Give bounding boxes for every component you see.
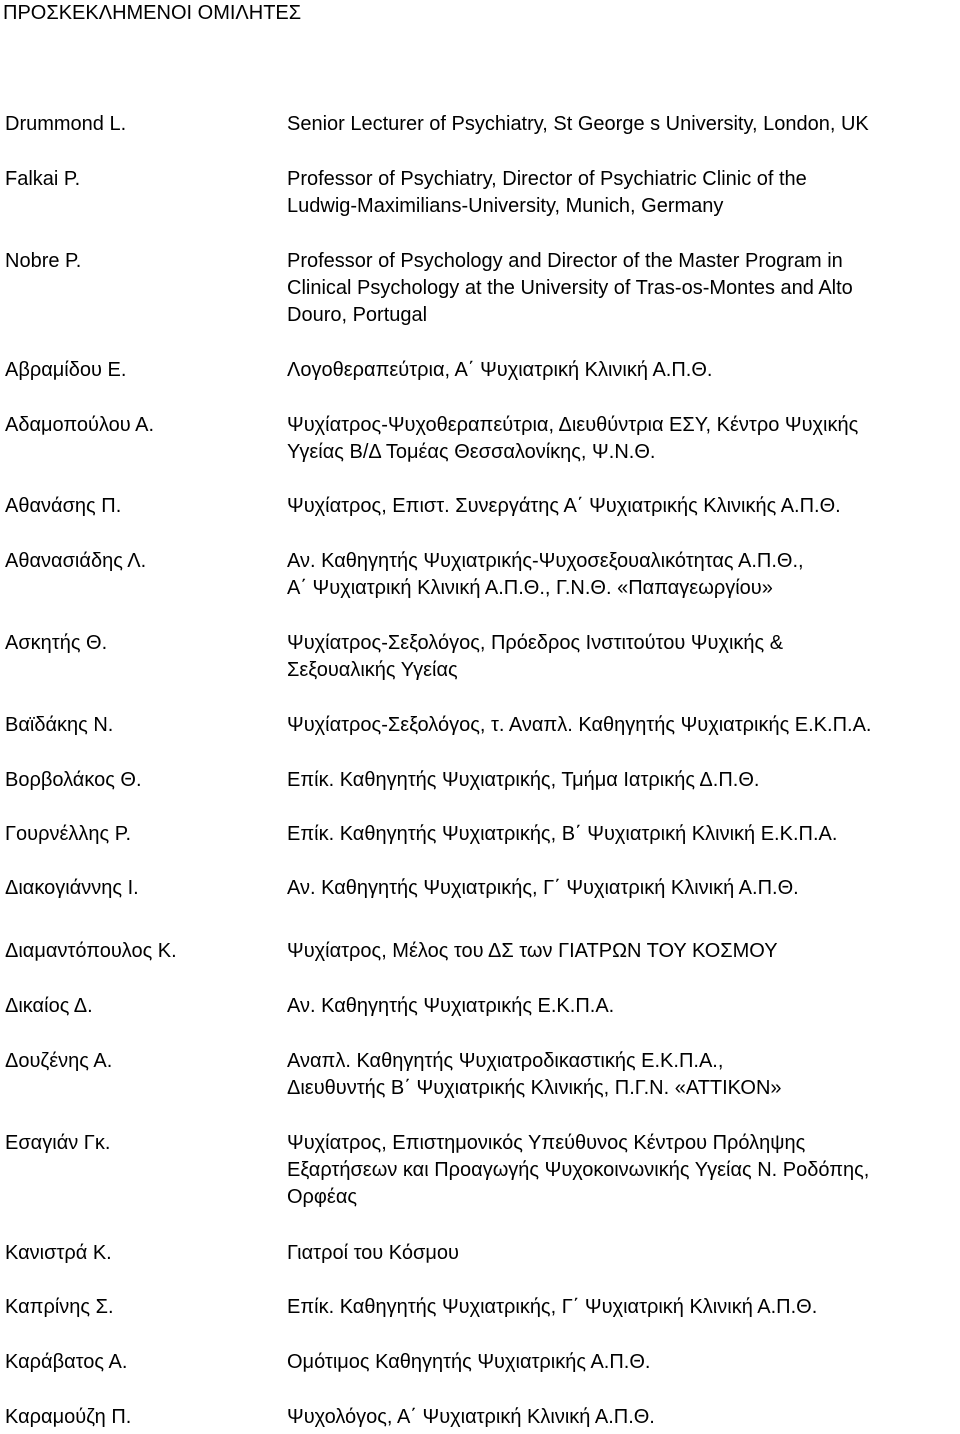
speaker-name: Γουρνέλλης Ρ. <box>5 823 132 845</box>
speaker-affiliation <box>287 166 957 220</box>
page-title: ΠΡΟΣΚΕΚΛΗΜΕΝΟΙ ΟΜΙΛΗΤΕΣ <box>3 2 302 24</box>
speaker-name: Nobre P. <box>5 250 82 272</box>
affiliation-line: Senior Lecturer of Psychiatry, St George s University, London, UK <box>287 113 869 135</box>
affiliation-line: Επίκ. Καθηγητής Ψυχιατρικής, Τμήμα Ιατρικής Δ.Π.Θ. <box>287 769 760 791</box>
speaker-name: Αδαμοπούλου Α. <box>5 414 155 436</box>
speaker-affiliation <box>287 938 957 965</box>
speaker-name: Εσαγιάν Γκ. <box>5 1132 111 1154</box>
speaker-name: Drummond L. <box>5 113 127 135</box>
speaker-name: Falkai P. <box>5 168 81 190</box>
affiliation-line: Γιατροί του Κόσμου <box>287 1242 459 1264</box>
speaker-affiliation <box>287 1130 957 1211</box>
speaker-affiliation <box>287 821 957 848</box>
speaker-name: Διαμαντόπουλος Κ. <box>5 940 177 962</box>
speaker-affiliation <box>287 1404 957 1431</box>
speaker-affiliation <box>287 548 957 602</box>
speaker-name: Αθανάσης Π. <box>5 495 122 517</box>
affiliation-line: Ψυχολόγος, Α΄ Ψυχιατρική Κλινική Α.Π.Θ. <box>287 1406 655 1428</box>
affiliation-line: Ψυχίατρος, Επιστημονικός Υπεύθυνος Κέντρου Πρόληψης <box>287 1132 806 1154</box>
speaker-affiliation <box>287 493 957 520</box>
speaker-name: Ασκητής Θ. <box>5 632 108 654</box>
affiliation-line: Αναπλ. Καθηγητής Ψυχιατροδικαστικής Ε.Κ.Π.Α., <box>287 1050 724 1072</box>
speaker-affiliation <box>287 248 957 329</box>
speaker-affiliation <box>287 1048 957 1102</box>
speaker-name: Αθανασιάδης Λ. <box>5 550 147 572</box>
affiliation-line: Ψυχίατρος, Μέλος του ΔΣ των ΓΙΑΤΡΩΝ ΤΟΥ ΚΟΣΜΟΥ <box>287 940 778 962</box>
speaker-affiliation <box>287 630 957 684</box>
affiliation-line: Professor of Psychiatry, Director of Psychiatric Clinic of the <box>287 168 807 190</box>
speaker-name: Δικαίος Δ. <box>5 995 93 1017</box>
affiliation-line: Υγείας Β/Δ Τομέας Θεσσαλονίκης, Ψ.Ν.Θ. <box>287 441 656 463</box>
affiliation-line: Διευθυντής Β΄ Ψυχιατρικής Κλινικής, Π.Γ.Ν. «ΑΤΤΙΚΟΝ» <box>287 1077 782 1099</box>
speaker-affiliation <box>287 712 957 739</box>
speaker-name: Δουζένης Α. <box>5 1050 113 1072</box>
affiliation-line: Ψυχίατρος-Ψυχοθεραπεύτρια, Διευθύντρια ΕΣΥ, Κέντρο Ψυχικής <box>287 414 859 436</box>
affiliation-line: Ψυχίατρος-Σεξολόγος, τ. Αναπλ. Καθηγητής Ψυχιατρικής Ε.Κ.Π.Α. <box>287 714 872 736</box>
affiliation-line: Ludwig-Maximilians-University, Munich, Germany <box>287 195 724 217</box>
speaker-name: Κανιστρά Κ. <box>5 1242 112 1264</box>
speaker-affiliation <box>287 1294 957 1321</box>
speaker-affiliation <box>287 412 957 466</box>
affiliation-line: Εξαρτήσεων και Προαγωγής Ψυχοκοινωνικής Υγείας Ν. Ροδόπης, <box>287 1159 870 1181</box>
affiliation-line: Ψυχίατρος, Επιστ. Συνεργάτης Α΄ Ψυχιατρικής Κλινικής Α.Π.Θ. <box>287 495 841 517</box>
speaker-name: Βαϊδάκης Ν. <box>5 714 114 736</box>
speaker-affiliation <box>287 993 957 1020</box>
speaker-affiliation <box>287 357 957 384</box>
affiliation-line: Λογοθεραπεύτρια, Α΄ Ψυχιατρική Κλινική Α.Π.Θ. <box>287 359 713 381</box>
affiliation-line: Επίκ. Καθηγητής Ψυχιατρικής, Β΄ Ψυχιατρική Κλινική Ε.Κ.Π.Α. <box>287 823 838 845</box>
speaker-affiliation <box>287 767 957 794</box>
speaker-affiliation <box>287 111 957 138</box>
affiliation-line: Σεξουαλικής Υγείας <box>287 659 458 681</box>
speaker-affiliation <box>287 875 957 902</box>
speaker-affiliation <box>287 1349 957 1376</box>
affiliation-line: Douro, Portugal <box>287 304 428 326</box>
affiliation-line: Ψυχίατρος-Σεξολόγος, Πρόεδρος Ινστιτούτου Ψυχικής & <box>287 632 784 654</box>
affiliation-line: Αν. Καθηγητής Ψυχιατρικής-Ψυχοσεξουαλικότητας Α.Π.Θ., <box>287 550 804 572</box>
affiliation-line: Professor of Psychology and Director of the Master Program in <box>287 250 843 272</box>
affiliation-line: Επίκ. Καθηγητής Ψυχιατρικής, Γ΄ Ψυχιατρική Κλινική Α.Π.Θ. <box>287 1296 818 1318</box>
affiliation-line: Ομότιμος Καθηγητής Ψυχιατρικής Α.Π.Θ. <box>287 1351 651 1373</box>
affiliation-line: Clinical Psychology at the University of Tras-os-Montes and Alto <box>287 277 853 299</box>
speaker-name: Καράβατος Α. <box>5 1351 128 1373</box>
affiliation-line: Α΄ Ψυχιατρική Κλινική Α.Π.Θ., Γ.Ν.Θ. «Παπαγεωργίου» <box>287 577 773 599</box>
speaker-name: Βορβολάκος Θ. <box>5 769 142 791</box>
speaker-name: Αβραμίδου Ε. <box>5 359 127 381</box>
affiliation-line: Ορφέας <box>287 1186 358 1208</box>
speaker-name: Διακογιάννης Ι. <box>5 877 139 899</box>
speaker-affiliation <box>287 1240 957 1267</box>
affiliation-line: Αν. Καθηγητής Ψυχιατρικής, Γ΄ Ψυχιατρική Κλινική Α.Π.Θ. <box>287 877 799 899</box>
speaker-name: Καπρίνης Σ. <box>5 1296 114 1318</box>
speaker-name: Καραμούζη Π. <box>5 1406 132 1428</box>
affiliation-line: Αν. Καθηγητής Ψυχιατρικής Ε.Κ.Π.Α. <box>287 995 615 1017</box>
